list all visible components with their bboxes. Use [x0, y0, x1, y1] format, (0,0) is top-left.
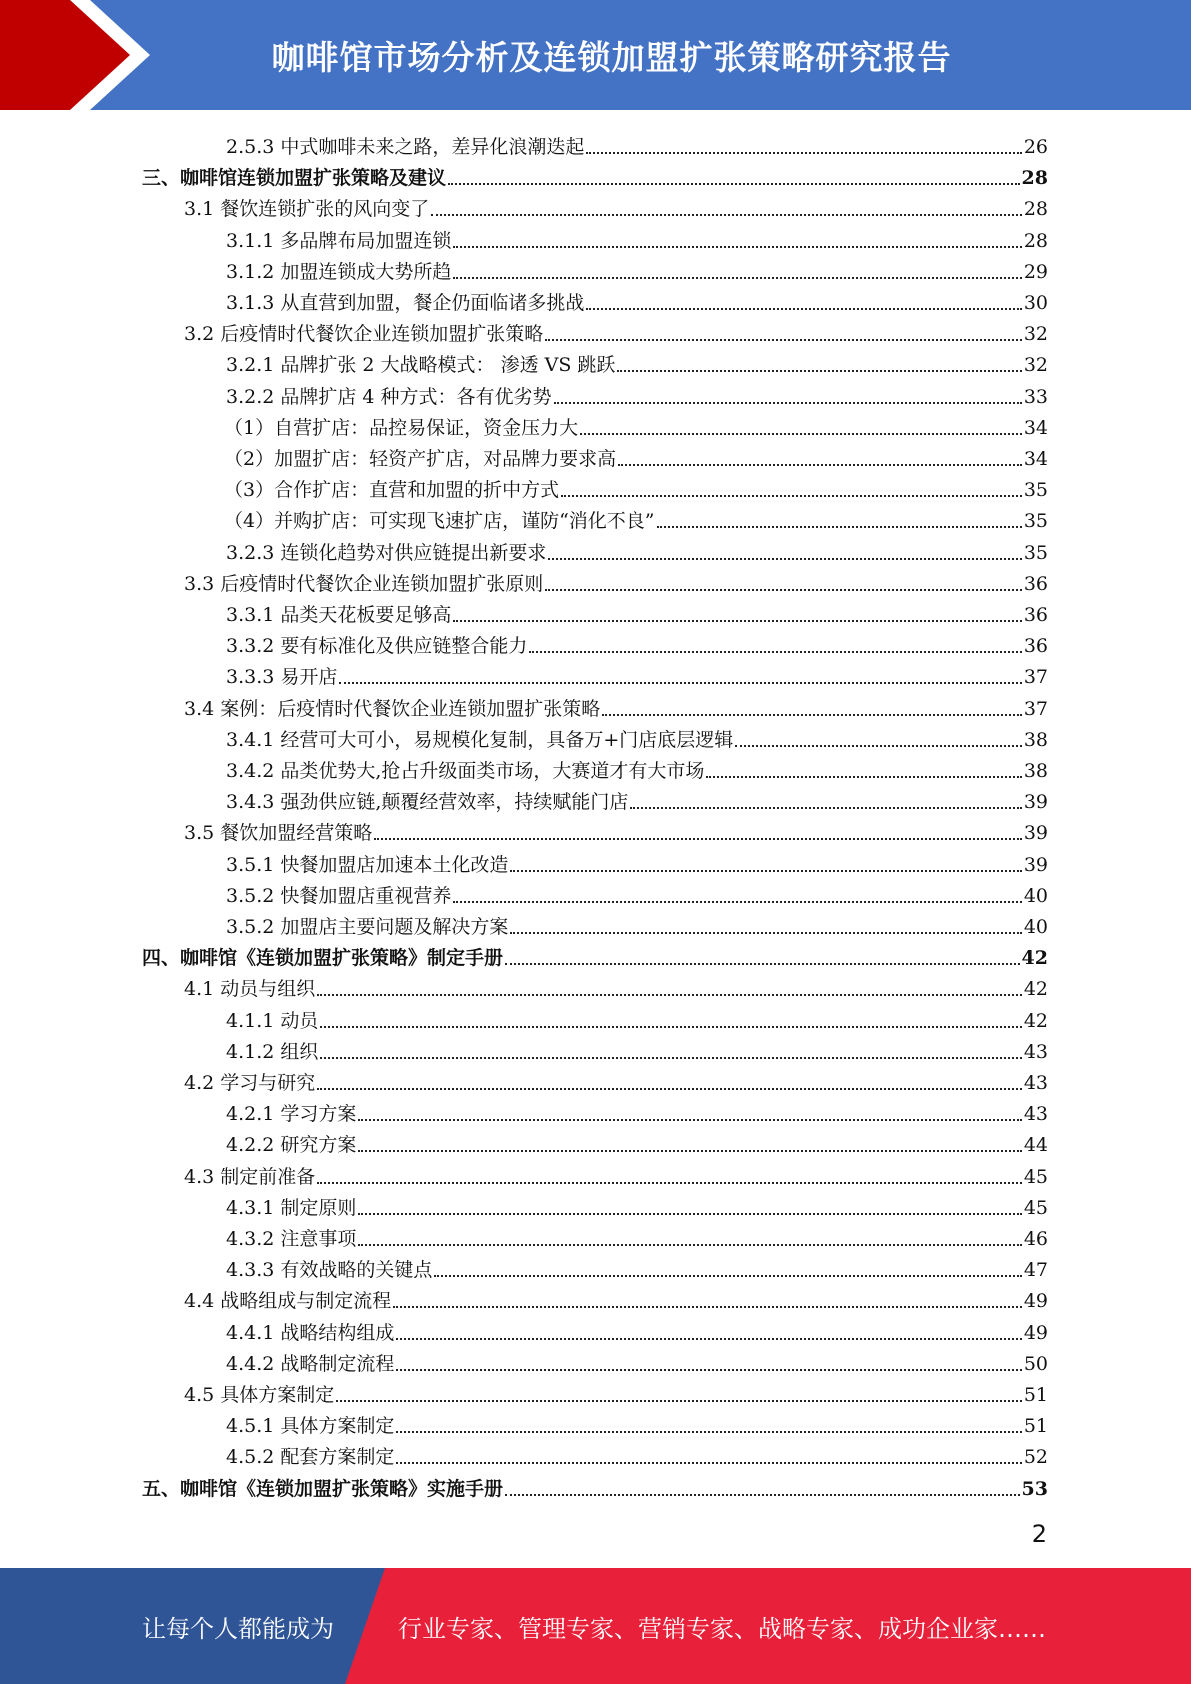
toc-entry-page: 40	[1023, 884, 1048, 907]
toc-entry[interactable]	[226, 346, 1048, 377]
toc-entry-page: 32	[1023, 323, 1048, 346]
toc-entry-title: 3.2.3 连锁化趋势对供应链提出新要求	[226, 541, 547, 564]
toc-leader-dots	[586, 307, 1021, 310]
toc-entry-page: 42	[1021, 947, 1048, 970]
toc-entry-page: 39	[1023, 791, 1048, 814]
toc-leader-dots	[602, 713, 1022, 716]
toc-entry-title: 4.1 动员与组织	[184, 978, 316, 1001]
toc-entry[interactable]	[184, 690, 1048, 721]
toc-entry[interactable]	[226, 378, 1048, 409]
toc-entry[interactable]	[226, 1095, 1048, 1126]
toc-entry[interactable]	[184, 814, 1048, 845]
toc-entry-title: 3.1.3 从直营到加盟，餐企仍面临诸多挑战	[226, 292, 585, 314]
toc-entry-title: 五、咖啡馆《连锁加盟扩张策略》实施手册	[142, 1477, 504, 1500]
page-header	[0, 0, 1191, 110]
toc-leader-dots	[358, 1149, 1021, 1152]
toc-entry-title: 4.5.2 配套方案制定	[226, 1446, 395, 1469]
toc-entry-page: 49	[1023, 1321, 1048, 1344]
toc-entry-title: 3.3.2 要有标准化及供应链整合能力	[226, 635, 528, 658]
toc-entry-page: 34	[1023, 416, 1048, 439]
toc-entry[interactable]	[184, 190, 1048, 221]
toc-entry-title: 4.5 具体方案制定	[184, 1384, 335, 1406]
toc-leader-dots	[336, 1399, 1022, 1402]
footer-slogan-left: 让每个人都能成为	[142, 1614, 334, 1643]
toc-leader-dots	[505, 1493, 1020, 1496]
toc-leader-dots	[453, 900, 1021, 903]
toc-entry-page: 42	[1023, 1009, 1048, 1032]
toc-leader-dots	[396, 1337, 1021, 1340]
toc-entry-title: 4.3.1 制定原则	[226, 1196, 357, 1219]
toc-entry[interactable]	[226, 721, 1048, 752]
toc-entry-page: 42	[1023, 978, 1048, 1001]
toc-entry-title: （1）自营扩店：品控易保证，资金压力大	[224, 416, 579, 439]
toc-entry[interactable]	[226, 658, 1048, 689]
toc-entry-page: 37	[1023, 697, 1048, 720]
toc-entry[interactable]	[184, 1158, 1048, 1189]
toc-leader-dots	[510, 931, 1021, 934]
toc-entry-title: 3.4.2 品类优势大,抢占升级面类市场，大赛道才有大市场	[226, 760, 705, 782]
toc-leader-dots	[320, 1056, 1021, 1059]
toc-leader-dots	[617, 369, 1021, 372]
toc-entry-title: 4.4.1 战略结构组成	[226, 1321, 395, 1344]
toc-entry[interactable]	[226, 752, 1048, 783]
toc-entry-title: 3.5.2 加盟店主要问题及解决方案	[226, 916, 509, 938]
toc-entry[interactable]	[226, 1033, 1048, 1064]
toc-leader-dots	[320, 1025, 1021, 1028]
toc-entry-title: 3.5.1 快餐加盟店加速本土化改造	[226, 853, 509, 876]
toc-entry-page: 28	[1021, 167, 1048, 190]
toc-entry-page: 51	[1023, 1384, 1048, 1406]
toc-entry-title: （3）合作扩店：直营和加盟的折中方式	[224, 479, 560, 502]
toc-entry[interactable]	[226, 783, 1048, 814]
toc-leader-dots	[735, 744, 1022, 747]
toc-entry-title: 4.2 学习与研究	[184, 1072, 316, 1094]
document-title: 咖啡馆市场分析及连锁加盟扩张策略研究报告	[271, 37, 952, 77]
toc-entry-title: 3.4 案例：后疫情时代餐饮企业连锁加盟扩张策略	[184, 697, 601, 720]
toc-leader-dots	[434, 1274, 1021, 1277]
toc-leader-dots	[396, 1430, 1021, 1433]
toc-leader-dots	[358, 1212, 1021, 1215]
toc-leader-dots	[396, 1368, 1021, 1371]
toc-entry[interactable]	[226, 1438, 1048, 1469]
toc-entry[interactable]	[184, 970, 1048, 1001]
toc-leader-dots	[339, 681, 1021, 684]
toc-entry-page: 33	[1023, 385, 1048, 408]
toc-leader-dots	[510, 869, 1021, 872]
toc-entry[interactable]	[226, 284, 1048, 315]
toc-entry[interactable]	[184, 1376, 1048, 1407]
toc-entry[interactable]	[224, 471, 1048, 502]
toc-entry-page: 34	[1023, 448, 1048, 470]
toc-entry-title: 4.5.1 具体方案制定	[226, 1415, 395, 1438]
toc-entry-title: 3.1.1 多品牌布局加盟连锁	[226, 229, 452, 252]
toc-entry-title: 4.3.3 有效战略的关键点	[226, 1259, 433, 1282]
toc-entry[interactable]	[226, 1002, 1048, 1033]
toc-entry[interactable]	[184, 1282, 1048, 1313]
toc-entry-page: 52	[1023, 1446, 1048, 1469]
toc-leader-dots	[374, 837, 1022, 840]
toc-leader-dots	[453, 245, 1021, 248]
toc-entry-page: 32	[1023, 354, 1048, 377]
toc-entry-page: 51	[1023, 1415, 1048, 1438]
toc-leader-dots	[317, 993, 1022, 996]
toc-entry-title: 4.2.2 研究方案	[226, 1134, 357, 1157]
toc-entry[interactable]	[142, 159, 1048, 190]
toc-leader-dots	[358, 1118, 1021, 1121]
toc-entry-page: 35	[1023, 541, 1048, 564]
toc-entry[interactable]	[142, 939, 1048, 970]
toc-entry-title: 4.1.2 组织	[226, 1040, 319, 1063]
toc-entry[interactable]	[226, 253, 1048, 284]
toc-entry-page: 26	[1023, 136, 1048, 158]
toc-entry[interactable]	[226, 596, 1048, 627]
toc-leader-dots	[317, 1087, 1022, 1090]
toc-entry-page: 29	[1023, 260, 1048, 283]
toc-entry[interactable]	[224, 409, 1048, 440]
toc-entry-title: 4.1.1 动员	[226, 1009, 319, 1032]
toc-leader-dots	[545, 588, 1022, 591]
toc-entry-page: 45	[1023, 1165, 1048, 1188]
toc-entry[interactable]	[226, 877, 1048, 908]
toc-leader-dots	[630, 806, 1021, 809]
toc-entry[interactable]	[226, 846, 1048, 877]
toc-entry-page: 30	[1023, 292, 1048, 314]
toc-entry-page: 45	[1023, 1196, 1048, 1219]
toc-entry[interactable]	[226, 1189, 1048, 1220]
toc-entry-title: 3.4.3 强劲供应链,颠覆经营效率，持续赋能门店	[226, 791, 629, 814]
toc-entry-title: （2）加盟扩店：轻资产扩店，对品牌力要求高	[224, 448, 617, 470]
toc-entry-title: 3.4.1 经营可大可小，易规模化复制，具备万+门店底层逻辑	[226, 728, 734, 751]
toc-entry[interactable]	[226, 1126, 1048, 1157]
toc-entry-page: 40	[1023, 916, 1048, 938]
toc-entry-page: 43	[1023, 1040, 1048, 1063]
toc-leader-dots	[317, 1181, 1022, 1184]
toc-entry-title: 3.3.1 品类天花板要足够高	[226, 604, 452, 626]
toc-entry[interactable]	[226, 1345, 1048, 1376]
toc-entry-title: 4.2.1 学习方案	[226, 1103, 357, 1126]
toc-leader-dots	[548, 557, 1021, 560]
toc-entry-page: 36	[1023, 572, 1048, 595]
toc-entry[interactable]	[184, 565, 1048, 596]
toc-entry-page: 28	[1023, 198, 1048, 221]
toc-entry-title: 3.1.2 加盟连锁成大势所趋	[226, 260, 452, 283]
toc-entry-title: 4.4.2 战略制定流程	[226, 1352, 395, 1375]
toc-leader-dots	[561, 494, 1022, 497]
toc-entry-title: 三、咖啡馆连锁加盟扩张策略及建议	[142, 167, 447, 190]
toc-leader-dots	[448, 182, 1020, 185]
toc-leader-dots	[554, 401, 1022, 404]
toc-entry[interactable]	[226, 1407, 1048, 1438]
toc-leader-dots	[529, 650, 1021, 653]
toc-leader-dots	[706, 775, 1021, 778]
toc-entry-title: 4.3 制定前准备	[184, 1165, 316, 1188]
toc-entry-page: 43	[1023, 1103, 1048, 1126]
toc-entry-title: 2.5.3 中式咖啡未来之路，差异化浪潮迭起	[226, 136, 585, 158]
toc-entry-title: 3.2 后疫情时代餐饮企业连锁加盟扩张策略	[184, 323, 544, 346]
toc-leader-dots	[580, 432, 1022, 435]
toc-entry[interactable]	[226, 1220, 1048, 1251]
toc-entry-page: 36	[1023, 635, 1048, 658]
toc-leader-dots	[618, 463, 1022, 466]
toc-entry-page: 28	[1023, 229, 1048, 252]
page-number: 2	[1031, 1520, 1047, 1548]
toc-entry[interactable]	[226, 908, 1048, 939]
toc-entry-page: 44	[1023, 1134, 1048, 1157]
toc-leader-dots	[505, 962, 1020, 965]
toc-entry-title: 4.3.2 注意事项	[226, 1228, 357, 1250]
toc-leader-dots	[358, 1243, 1021, 1246]
toc-entry-page: 35	[1023, 479, 1048, 502]
toc-entry-page: 49	[1023, 1290, 1048, 1313]
toc-leader-dots	[453, 276, 1021, 279]
toc-entry[interactable]	[184, 1064, 1048, 1095]
toc-entry-title: 3.1 餐饮连锁扩张的风向变了	[184, 198, 430, 221]
toc-entry-page: 46	[1023, 1228, 1048, 1250]
toc-entry[interactable]	[184, 315, 1048, 346]
toc-leader-dots	[657, 525, 1022, 528]
toc-entry-title: 4.4 战略组成与制定流程	[184, 1290, 392, 1313]
toc-entry-page: 36	[1023, 604, 1048, 626]
toc-leader-dots	[431, 213, 1022, 216]
toc-entry[interactable]	[142, 1470, 1048, 1501]
toc-entry-page: 38	[1023, 760, 1048, 782]
footer-slogan-right: 行业专家、管理专家、营销专家、战略专家、成功企业家……	[398, 1614, 1046, 1643]
toc-entry-page: 35	[1023, 510, 1048, 533]
toc-entry-page: 47	[1023, 1259, 1048, 1282]
toc-entry[interactable]	[226, 1314, 1048, 1345]
toc-leader-dots	[586, 151, 1021, 154]
toc-entry-title: 3.3 后疫情时代餐饮企业连锁加盟扩张原则	[184, 572, 544, 595]
toc-leader-dots	[393, 1305, 1022, 1308]
toc-entry-title: 四、咖啡馆《连锁加盟扩张策略》制定手册	[142, 947, 504, 970]
page-footer	[0, 1568, 1191, 1684]
toc-leader-dots	[453, 619, 1021, 622]
toc-entry[interactable]	[224, 440, 1048, 471]
toc-entry[interactable]	[226, 222, 1048, 253]
toc-entry-title: 3.5 餐饮加盟经营策略	[184, 822, 373, 845]
toc-entry-title: 3.3.3 易开店	[226, 666, 338, 689]
toc-entry-page: 39	[1023, 853, 1048, 876]
toc-entry-title: （4）并购扩店：可实现飞速扩店，谨防“消化不良”	[224, 510, 655, 533]
toc-entry-page: 53	[1021, 1477, 1048, 1500]
toc-entry-title: 3.2.2 品牌扩店 4 种方式：各有优劣势	[226, 385, 552, 408]
toc-leader-dots	[396, 1461, 1021, 1464]
toc-entry-title: 3.2.1 品牌扩张 2 大战略模式： 渗透 VS 跳跃	[226, 354, 616, 377]
toc-entry-page: 43	[1023, 1072, 1048, 1094]
toc-entry-title: 3.5.2 快餐加盟店重视营养	[226, 884, 452, 907]
toc-entry-page: 39	[1023, 822, 1048, 845]
toc-entry-page: 50	[1023, 1352, 1048, 1375]
toc-entry-page: 37	[1023, 666, 1048, 689]
toc-entry[interactable]	[226, 128, 1048, 159]
toc-leader-dots	[545, 338, 1022, 341]
toc-entry[interactable]	[226, 1251, 1048, 1282]
toc-entry[interactable]	[226, 627, 1048, 658]
toc-entry[interactable]	[226, 534, 1048, 565]
toc-entry-page: 38	[1023, 728, 1048, 751]
toc-entry[interactable]	[224, 502, 1048, 533]
